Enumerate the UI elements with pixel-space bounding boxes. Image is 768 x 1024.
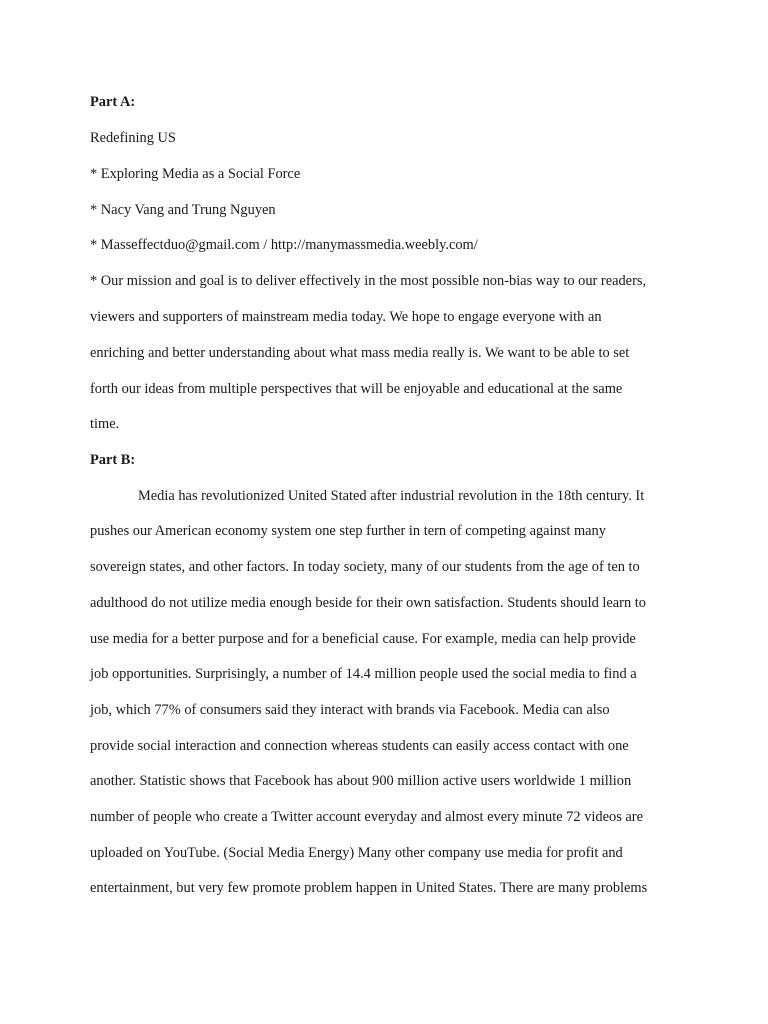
- body-line: sovereign states, and other factors. In today society, many of our students from the age of ten to: [90, 559, 640, 575]
- part-a-heading: Part A:: [90, 94, 136, 110]
- body-line: pushes our American economy system one step further in tern of competing against many: [90, 523, 606, 539]
- mission-line: * Our mission and goal is to deliver effectively in the most possible non-bias way to our readers,: [90, 273, 647, 289]
- body-line: provide social interaction and connection whereas students can easily access contact with one: [90, 738, 629, 754]
- document-title: Redefining US: [90, 130, 176, 146]
- body-line: another. Statistic shows that Facebook has about 900 million active users worldwide 1 million: [90, 773, 632, 789]
- body-line: use media for a better purpose and for a beneficial cause. For example, media can help provide: [90, 631, 636, 647]
- part-b-heading: Part B:: [90, 452, 136, 468]
- authors-line: * Nacy Vang and Trung Nguyen: [90, 202, 276, 218]
- body-line: entertainment, but very few promote problem happen in United States. There are many problems: [90, 880, 648, 896]
- mission-line: enriching and better understanding about what mass media really is. We want to be able to set: [90, 345, 630, 361]
- mission-line: viewers and supporters of mainstream media today. We hope to engage everyone with an: [90, 309, 602, 325]
- mission-line: time.: [90, 416, 120, 432]
- mission-line: forth our ideas from multiple perspectives that will be enjoyable and educational at the same: [90, 381, 623, 397]
- body-line: job, which 77% of consumers said they interact with brands via Facebook. Media can also: [90, 702, 610, 718]
- body-line: job opportunities. Surprisingly, a number of 14.4 million people used the social media to find a: [90, 666, 637, 682]
- contact-line: * Masseffectduo@gmail.com / http://manymassmedia.weebly.com/: [90, 237, 478, 253]
- body-line: uploaded on YouTube. (Social Media Energy) Many other company use media for profit and: [90, 845, 623, 861]
- body-line: adulthood do not utilize media enough beside for their own satisfaction. Students should learn to: [90, 595, 646, 611]
- body-line: number of people who create a Twitter account everyday and almost every minute 72 videos are: [90, 809, 643, 825]
- body-line: Media has revolutionized United Stated after industrial revolution in the 18th century. It: [138, 488, 645, 504]
- document-subtitle: * Exploring Media as a Social Force: [90, 166, 301, 182]
